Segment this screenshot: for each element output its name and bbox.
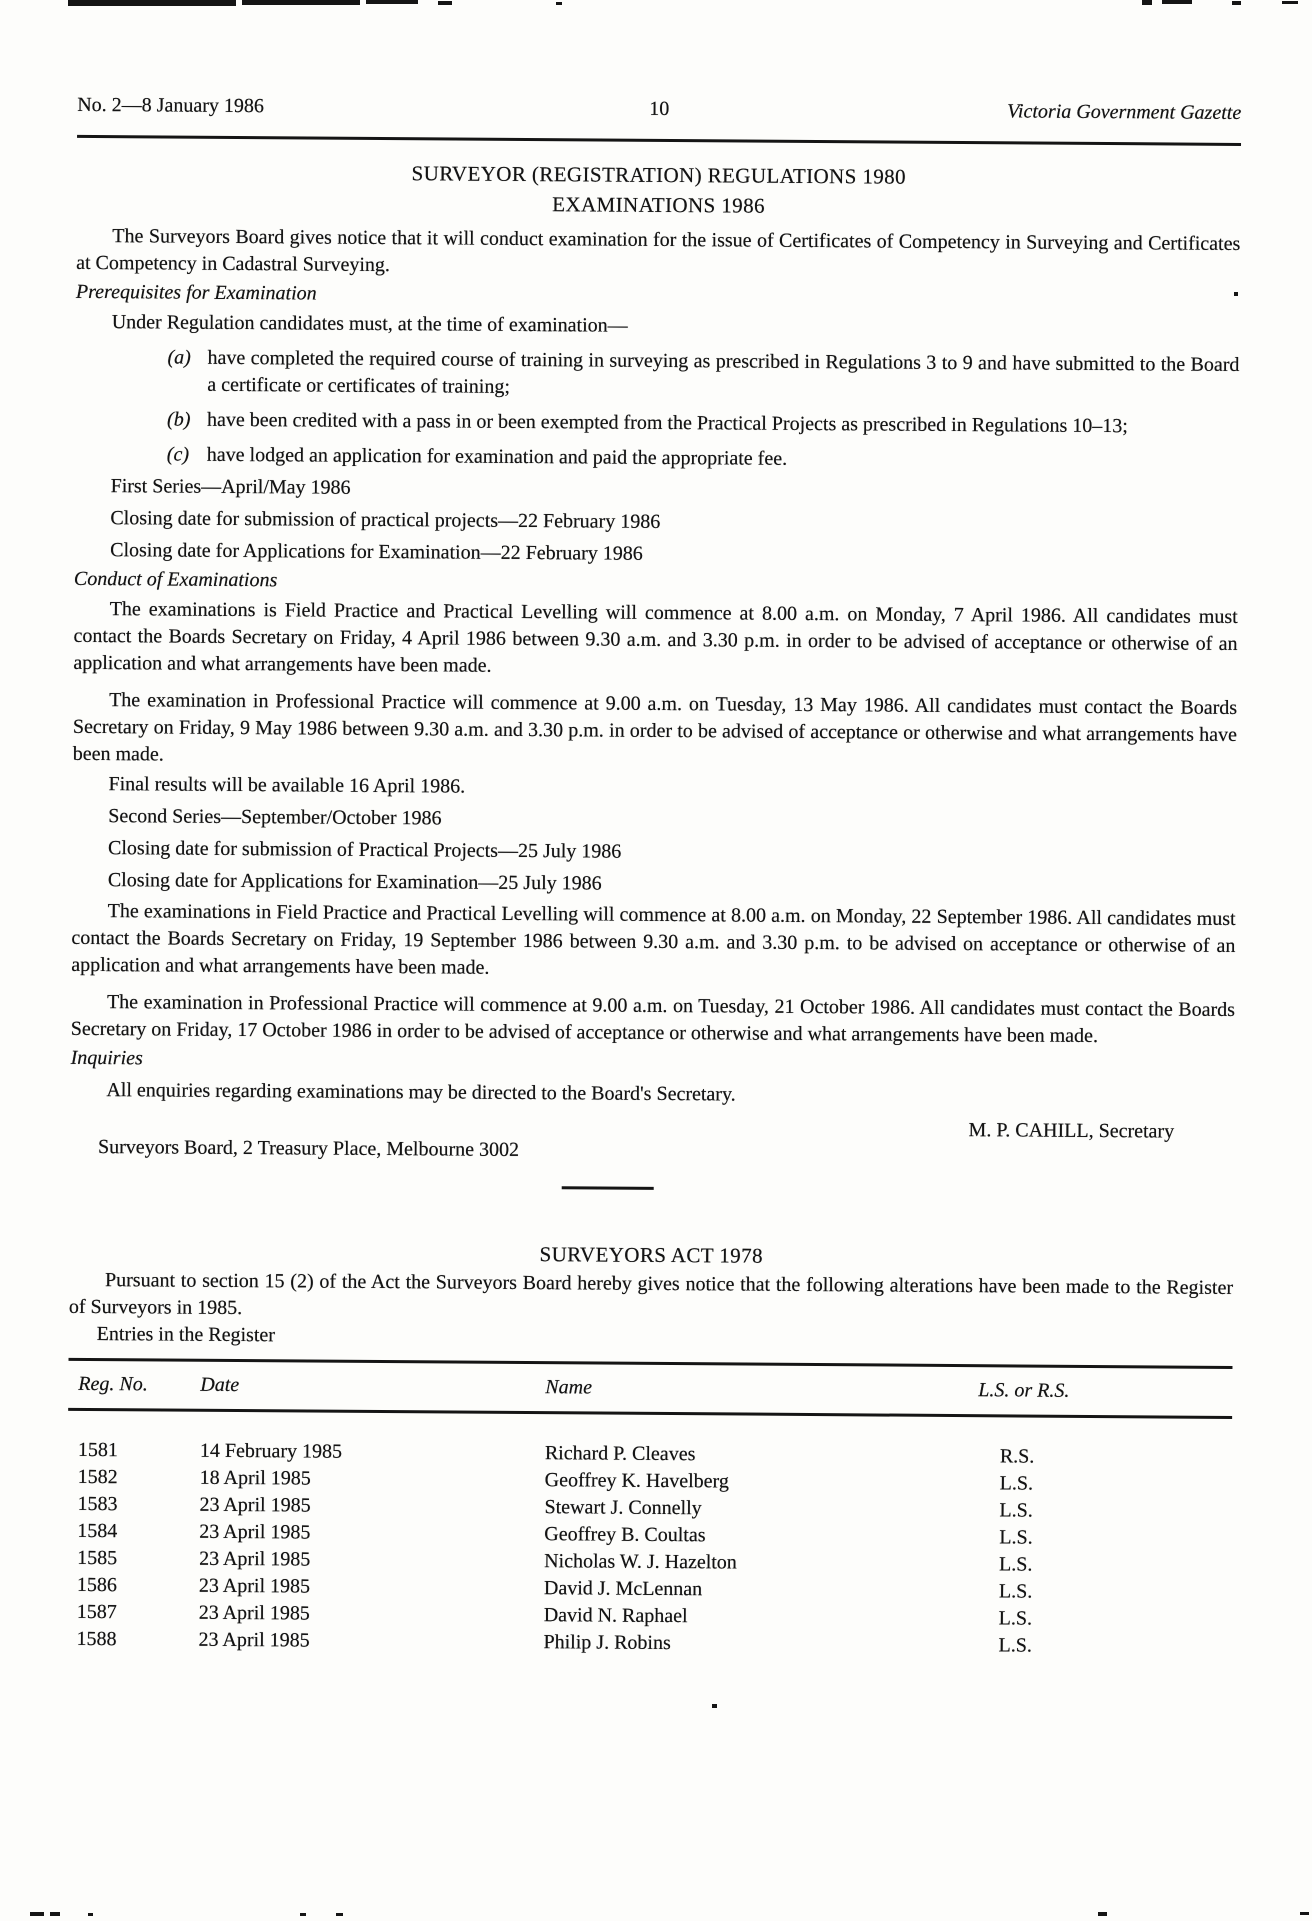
cell-ls-rs: L.S. bbox=[999, 1499, 1033, 1522]
scan-artifact bbox=[1098, 1912, 1107, 1916]
final-results-line: Final results will be available 16 April 1986. bbox=[108, 773, 466, 798]
table-top-rule bbox=[68, 1358, 1232, 1369]
conduct-paragraph-2: The examination in Professional Practice will commence at 9.00 a.m. on Tuesday, 13 May 1986. All candidates must contact the Boards Secretary on Friday, 9 May 1986 between 9.30 a.m. and 3.30 p.m. in order to be advised of acceptance or otherwise and what arrangements have been made. bbox=[72, 689, 1238, 766]
conduct-paragraph-3: The examinations in Field Practice and Practical Levelling will commence at 8.00 a.m. on Monday, 22 September 1986. All candidates must contact the Boards Secretary on Friday, 19 September 1986 between 9.30 a.m. and 3.30 p.m. to be advised on acceptance or otherwise of an application and what arrangements have been made. bbox=[71, 900, 1236, 979]
table-body bbox=[66, 1437, 1231, 1661]
scan-artifact bbox=[712, 1704, 717, 1708]
cell-date: 23 April 1985 bbox=[199, 1547, 311, 1571]
col-header-name: Name bbox=[545, 1376, 593, 1399]
cell-name: David J. McLennan bbox=[543, 1577, 703, 1601]
list-text-a: have completed the required course of training in surveying as prescribed in Regulations 3 to 9 and have submitted to the Board a certificate or certificates of training; bbox=[207, 346, 1240, 398]
page-number: 10 bbox=[649, 97, 670, 120]
closing-date-projects-2: Closing date for submission of Practical Projects—25 July 1986 bbox=[108, 837, 622, 863]
closing-date-projects-1: Closing date for submission of practical projects—22 February 1986 bbox=[110, 507, 661, 533]
table-header-row bbox=[68, 1371, 1232, 1406]
cell-date: 14 February 1985 bbox=[199, 1439, 343, 1463]
prerequisites-intro: Under Regulation candidates must, at the time of examination— bbox=[111, 311, 628, 337]
cell-ls-rs: L.S. bbox=[999, 1553, 1033, 1576]
secretary-signature: M. P. CAHILL, Secretary bbox=[968, 1119, 1175, 1143]
scan-artifact bbox=[1142, 0, 1152, 5]
cell-ls-rs: R.S. bbox=[999, 1445, 1035, 1468]
first-series-line: First Series—April/May 1986 bbox=[110, 475, 351, 499]
scan-artifact bbox=[336, 1913, 343, 1916]
cell-reg-no: 1588 bbox=[76, 1627, 117, 1651]
scan-artifact bbox=[1162, 0, 1192, 4]
list-text-c: have lodged an application for examination and paid the appropriate fee. bbox=[206, 443, 788, 470]
second-series-line: Second Series—September/October 1986 bbox=[108, 805, 442, 830]
col-header-date: Date bbox=[200, 1373, 240, 1397]
section1-title: SURVEYOR (REGISTRATION) REGULATIONS 1980 bbox=[411, 161, 907, 189]
cell-name: Nicholas W. J. Hazelton bbox=[544, 1550, 737, 1574]
table-header-rule bbox=[68, 1408, 1232, 1419]
cell-reg-no: 1587 bbox=[76, 1600, 117, 1624]
scan-artifact bbox=[1232, 1, 1241, 5]
page-content bbox=[66, 0, 1242, 1661]
conduct-paragraph-4: The examination in Professional Practice will commence at 9.00 a.m. on Tuesday, 21 October 1986. All candidates must contact the Boards Secretary on Friday, 17 October 1986 in order to be advised of acceptance or otherwise and what arrangements have been made. bbox=[70, 991, 1236, 1048]
cell-date: 23 April 1985 bbox=[199, 1493, 311, 1517]
cell-reg-no: 1585 bbox=[77, 1546, 118, 1570]
gazette-name: Victoria Government Gazette bbox=[1007, 100, 1242, 124]
conduct-paragraph-1: The examinations is Field Practice and Practical Levelling will commence at 8.00 a.m. on Monday, 7 April 1986. All candidates must contact the Boards Secretary on Friday, 4 April 1986 between 9.30 a.m. and 3.30 p.m. in order to be advised of acceptance or otherwise of an application and what arrangements have been made. bbox=[73, 598, 1238, 677]
cell-reg-no: 1582 bbox=[77, 1465, 118, 1489]
scan-artifact bbox=[88, 1913, 93, 1916]
cell-ls-rs: L.S. bbox=[998, 1634, 1032, 1657]
cell-date: 23 April 1985 bbox=[198, 1628, 310, 1652]
col-header-reg-no: Reg. No. bbox=[78, 1372, 148, 1396]
cell-date: 23 April 1985 bbox=[199, 1520, 311, 1544]
cell-ls-rs: L.S. bbox=[998, 1580, 1033, 1603]
cell-date: 23 April 1985 bbox=[198, 1601, 310, 1625]
running-header bbox=[77, 92, 1241, 127]
list-label-b: (b) bbox=[166, 408, 191, 431]
section2-title: SURVEYORS ACT 1978 bbox=[539, 1242, 764, 1268]
prerequisites-heading: Prerequisites for Examination bbox=[75, 280, 317, 305]
cell-reg-no: 1583 bbox=[77, 1492, 118, 1516]
scan-artifact bbox=[1300, 1912, 1309, 1915]
cell-reg-no: 1584 bbox=[77, 1519, 118, 1543]
list-label-a: (a) bbox=[167, 346, 191, 369]
cell-reg-no: 1581 bbox=[77, 1438, 118, 1462]
intro-paragraph: The Surveyors Board gives notice that it will conduct examination for the issue of Certificates of Competency in Surveying and Certificates at Competency in Cadastral Surveying. bbox=[76, 225, 1241, 277]
inquiries-text: All enquiries regarding examinations may be directed to the Board's Secretary. bbox=[106, 1079, 736, 1106]
list-text-b: have been credited with a pass in or been exempted from the Practical Projects as prescribed in Regulations 10–13; bbox=[206, 408, 1128, 438]
cell-name: Stewart J. Connelly bbox=[544, 1496, 702, 1520]
section1-subtitle: EXAMINATIONS 1986 bbox=[552, 192, 766, 218]
inquiries-heading: Inquiries bbox=[70, 1046, 143, 1070]
list-item-c bbox=[75, 441, 1239, 476]
cell-name: Philip J. Robins bbox=[543, 1631, 671, 1655]
scan-artifact bbox=[50, 1912, 60, 1916]
closing-date-applications-1: Closing date for Applications for Examination—22 February 1986 bbox=[110, 539, 643, 565]
entries-label: Entries in the Register bbox=[96, 1323, 276, 1347]
header-rule bbox=[77, 135, 1241, 146]
col-header-ls-rs: L.S. or R.S. bbox=[978, 1379, 1070, 1402]
cell-name: Geoffrey B. Coultas bbox=[544, 1523, 706, 1547]
section-divider-rule bbox=[562, 1186, 654, 1190]
scan-artifact bbox=[300, 1913, 306, 1916]
scan-artifact bbox=[30, 1912, 44, 1916]
cell-reg-no: 1586 bbox=[76, 1573, 118, 1597]
cell-name: David N. Raphael bbox=[543, 1604, 688, 1628]
list-label-c: (c) bbox=[166, 443, 190, 466]
board-address: Surveyors Board, 2 Treasury Place, Melbourne 3002 bbox=[97, 1136, 520, 1161]
cell-name: Richard P. Cleaves bbox=[544, 1442, 696, 1466]
conduct-heading: Conduct of Examinations bbox=[73, 567, 278, 592]
cell-ls-rs: L.S. bbox=[998, 1607, 1033, 1630]
list-item-b bbox=[75, 406, 1239, 441]
section2-intro: Pursuant to section 15 (2) of the Act the Surveyors Board hereby gives notice that the following alterations have been made to the Register of Surveyors in 1985. bbox=[68, 1269, 1234, 1320]
cell-ls-rs: L.S. bbox=[999, 1472, 1034, 1495]
cell-name: Geoffrey K. Havelberg bbox=[544, 1469, 729, 1493]
closing-date-applications-2: Closing date for Applications for Examination—25 July 1986 bbox=[107, 869, 602, 895]
issue-number-date: No. 2—8 January 1986 bbox=[77, 93, 264, 118]
list-item-a bbox=[75, 344, 1239, 406]
cell-ls-rs: L.S. bbox=[999, 1526, 1033, 1549]
cell-date: 23 April 1985 bbox=[198, 1574, 311, 1598]
scan-artifact bbox=[1282, 1, 1298, 4]
cell-date: 18 April 1985 bbox=[199, 1466, 311, 1490]
register-table bbox=[66, 1358, 1232, 1661]
